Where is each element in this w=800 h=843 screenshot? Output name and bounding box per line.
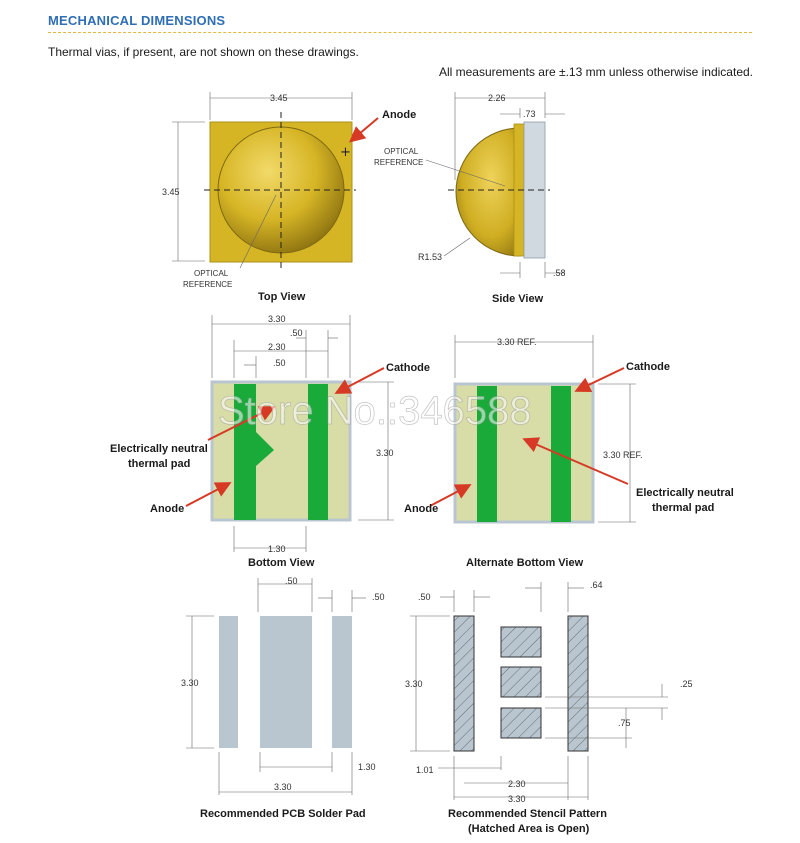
pcb-right-dim: .50 — [372, 592, 385, 602]
stencil-center-aperture-1 — [501, 627, 541, 657]
pcb-solder-pad — [181, 576, 385, 820]
stencil-offset-dim: 1.01 — [416, 765, 434, 775]
alt-bottom-view-title: Alternate Bottom View — [466, 557, 584, 569]
side-total-dim: 2.26 — [488, 93, 506, 103]
pcb-left-pad — [219, 616, 238, 748]
anode-plus-icon: + — [340, 145, 351, 160]
stencil-aperture-h-dim: .75 — [618, 718, 631, 728]
top-anode-arrow — [352, 118, 378, 140]
stencil-width-dim: 3.30 — [508, 794, 526, 804]
stencil-pattern — [405, 580, 693, 835]
side-optical-ref-2: REFERENCE — [374, 158, 424, 167]
side-view-title: Side View — [492, 293, 544, 305]
bottom-cathode-label: Cathode — [386, 362, 430, 374]
bottom-1-30-dim: 1.30 — [268, 544, 286, 554]
top-view-width-dim: 3.45 — [270, 93, 288, 103]
stencil-title-2: (Hatched Area is Open) — [468, 823, 590, 835]
stencil-height-dim: 3.30 — [405, 679, 423, 689]
stencil-gap-dim: .25 — [680, 679, 693, 689]
side-view — [374, 92, 566, 305]
stencil-left-dim: .50 — [418, 592, 431, 602]
thermal-vias-note: Thermal vias, if present, are not shown on these drawings. — [48, 45, 359, 59]
alt-bottom-view — [404, 335, 734, 569]
bottom-width-dim: 3.30 — [268, 314, 286, 324]
stencil-right-dim: .64 — [590, 580, 603, 590]
bottom-neutral-1: Electrically neutral — [110, 443, 208, 455]
bottom-pad-dim: .50 — [290, 328, 303, 338]
side-top-dim: .73 — [523, 109, 536, 119]
stencil-left-aperture — [454, 616, 474, 751]
top-view-anode-label: Anode — [382, 109, 417, 121]
pcb-mid-dim: 1.30 — [358, 762, 376, 772]
top-view-title: Top View — [258, 291, 306, 303]
bottom-inner-dim: 2.30 — [268, 342, 286, 352]
bottom-view — [110, 314, 430, 569]
pcb-center-dim: .50 — [285, 576, 298, 586]
bottom-anode-label: Anode — [150, 503, 185, 515]
pcb-right-pad — [332, 616, 352, 748]
pcb-height-dim: 3.30 — [181, 678, 199, 688]
alt-neutral-1: Electrically neutral — [636, 487, 734, 499]
alt-height-dim: 3.30 REF. — [603, 450, 643, 460]
bottom-view-title: Bottom View — [248, 557, 315, 569]
alt-anode-label: Anode — [404, 503, 439, 515]
alt-neutral-2: thermal pad — [652, 502, 715, 514]
pcb-center-pad — [260, 616, 312, 748]
section-title: MECHANICAL DIMENSIONS — [48, 13, 226, 28]
alt-cathode-pad — [551, 386, 571, 522]
bottom-height-dim: 3.30 — [376, 448, 394, 458]
tolerance-note: All measurements are ±.13 mm unless otherwise indicated. — [438, 65, 753, 79]
store-watermark: Store No.:346588 — [218, 389, 532, 433]
top-optical-ref-1: OPTICAL — [194, 269, 229, 278]
bottom-neutral-2: thermal pad — [128, 458, 191, 470]
stencil-center-aperture-3 — [501, 708, 541, 738]
bottom-gap-dim: .50 — [273, 358, 286, 368]
stencil-center-aperture-2 — [501, 667, 541, 697]
side-bottom-dim: .58 — [553, 268, 566, 278]
pcb-width-dim: 3.30 — [274, 782, 292, 792]
top-view — [162, 92, 416, 303]
top-view-height-dim: 3.45 — [162, 187, 180, 197]
pcb-pad-title: Recommended PCB Solder Pad — [200, 808, 366, 820]
side-radius-dim: R1.53 — [418, 252, 443, 262]
alt-width-dim: 3.30 REF. — [497, 337, 537, 347]
stencil-title-1: Recommended Stencil Pattern — [448, 808, 607, 820]
alt-cathode-label: Cathode — [626, 361, 670, 373]
stencil-inner-dim: 2.30 — [508, 779, 526, 789]
top-optical-ref-2: REFERENCE — [183, 280, 233, 289]
stencil-right-aperture — [568, 616, 588, 751]
side-dome — [456, 128, 520, 256]
side-optical-ref-1: OPTICAL — [384, 147, 419, 156]
